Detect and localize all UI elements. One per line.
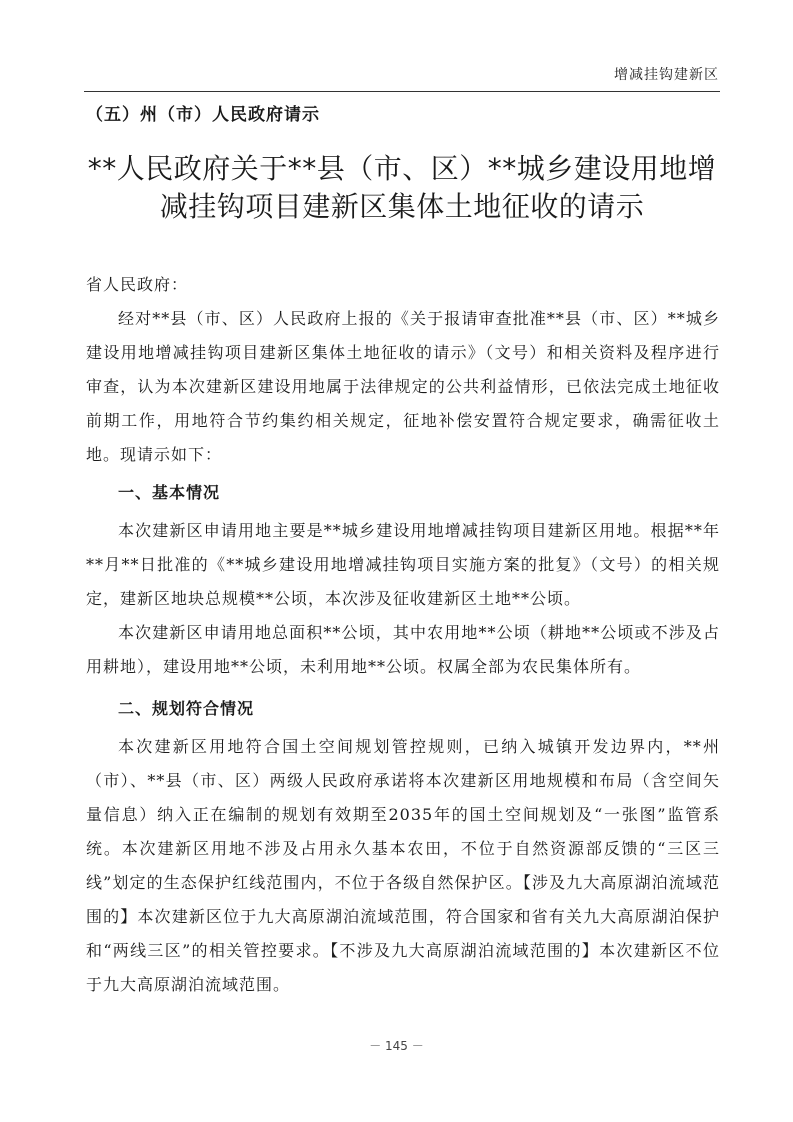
- planning-paragraph: 本次建新区用地符合国土空间规划管控规则，已纳入城镇开发边界内，**州（市）、**县（市、区）两级人民政府承诺将本次建新区用地规模和布局（含空间矢量信息）纳入正在编制的规划有效期至2035年的国土空间规划及“一张图”监管系统。本次建新区用地不涉及占用永久基本农田，不位于自然资源部反馈的“三区三线”划定的生态保护红线范围内，不位于各级自然保护区。【涉及九大高原湖泊流域范围的】本次建新区位于九大高原湖泊流域范围，符合国家和省有关九大高原湖泊保护和“两线三区”的相关管控要求。【不涉及九大高原湖泊流域范围的】本次建新区不位于九大高原湖泊流域范围。: [86, 737, 720, 994]
- title-line-1: **人民政府关于**县（市、区）**城乡建设用地增: [87, 152, 717, 185]
- section-label: （五）州（市）人民政府请示: [86, 105, 320, 125]
- salutation: 省人民政府：: [86, 275, 189, 294]
- basic-paragraph-2: 本次建新区申请用地总面积**公顷，其中农用地**公顷（耕地**公顷或不涉及占用耕地），建设用地**公顷，未利用地**公顷。权属全部为农民集体所有。: [86, 623, 720, 676]
- document-title: [84, 150, 720, 226]
- document-body: [86, 268, 720, 1002]
- heading-basic-situation: 一、基本情况: [118, 483, 221, 502]
- heading-planning-compliance: 二、规划符合情况: [118, 699, 255, 718]
- page-number: － 145 －: [369, 1039, 424, 1053]
- header-rule: [84, 91, 720, 92]
- title-line-2: 减挂钩项目建新区集体土地征收的请示: [159, 190, 645, 223]
- intro-paragraph: 经对**县（市、区）人民政府上报的《关于报请审查批准**县（市、区）**城乡建设用地增减挂钩项目建新区集体土地征收的请示》（文号）和相关资料及程序进行审查，认为本次建新区建设用地属于法律规定的公共利益情形，已依法完成土地征收前期工作，用地符合节约集约相关规定，征地补偿安置符合规定要求，确需征收土地。现请示如下：: [86, 309, 720, 464]
- basic-paragraph-1: 本次建新区申请用地主要是**城乡建设用地增减挂钩项目建新区用地。根据**年**月**日批准的《**城乡建设用地增减挂钩项目实施方案的批复》（文号）的相关规定，建新区地块总规模**公顷，本次涉及征收建新区土地**公顷。: [86, 521, 720, 608]
- running-header: 增减挂钩建新区: [614, 67, 719, 83]
